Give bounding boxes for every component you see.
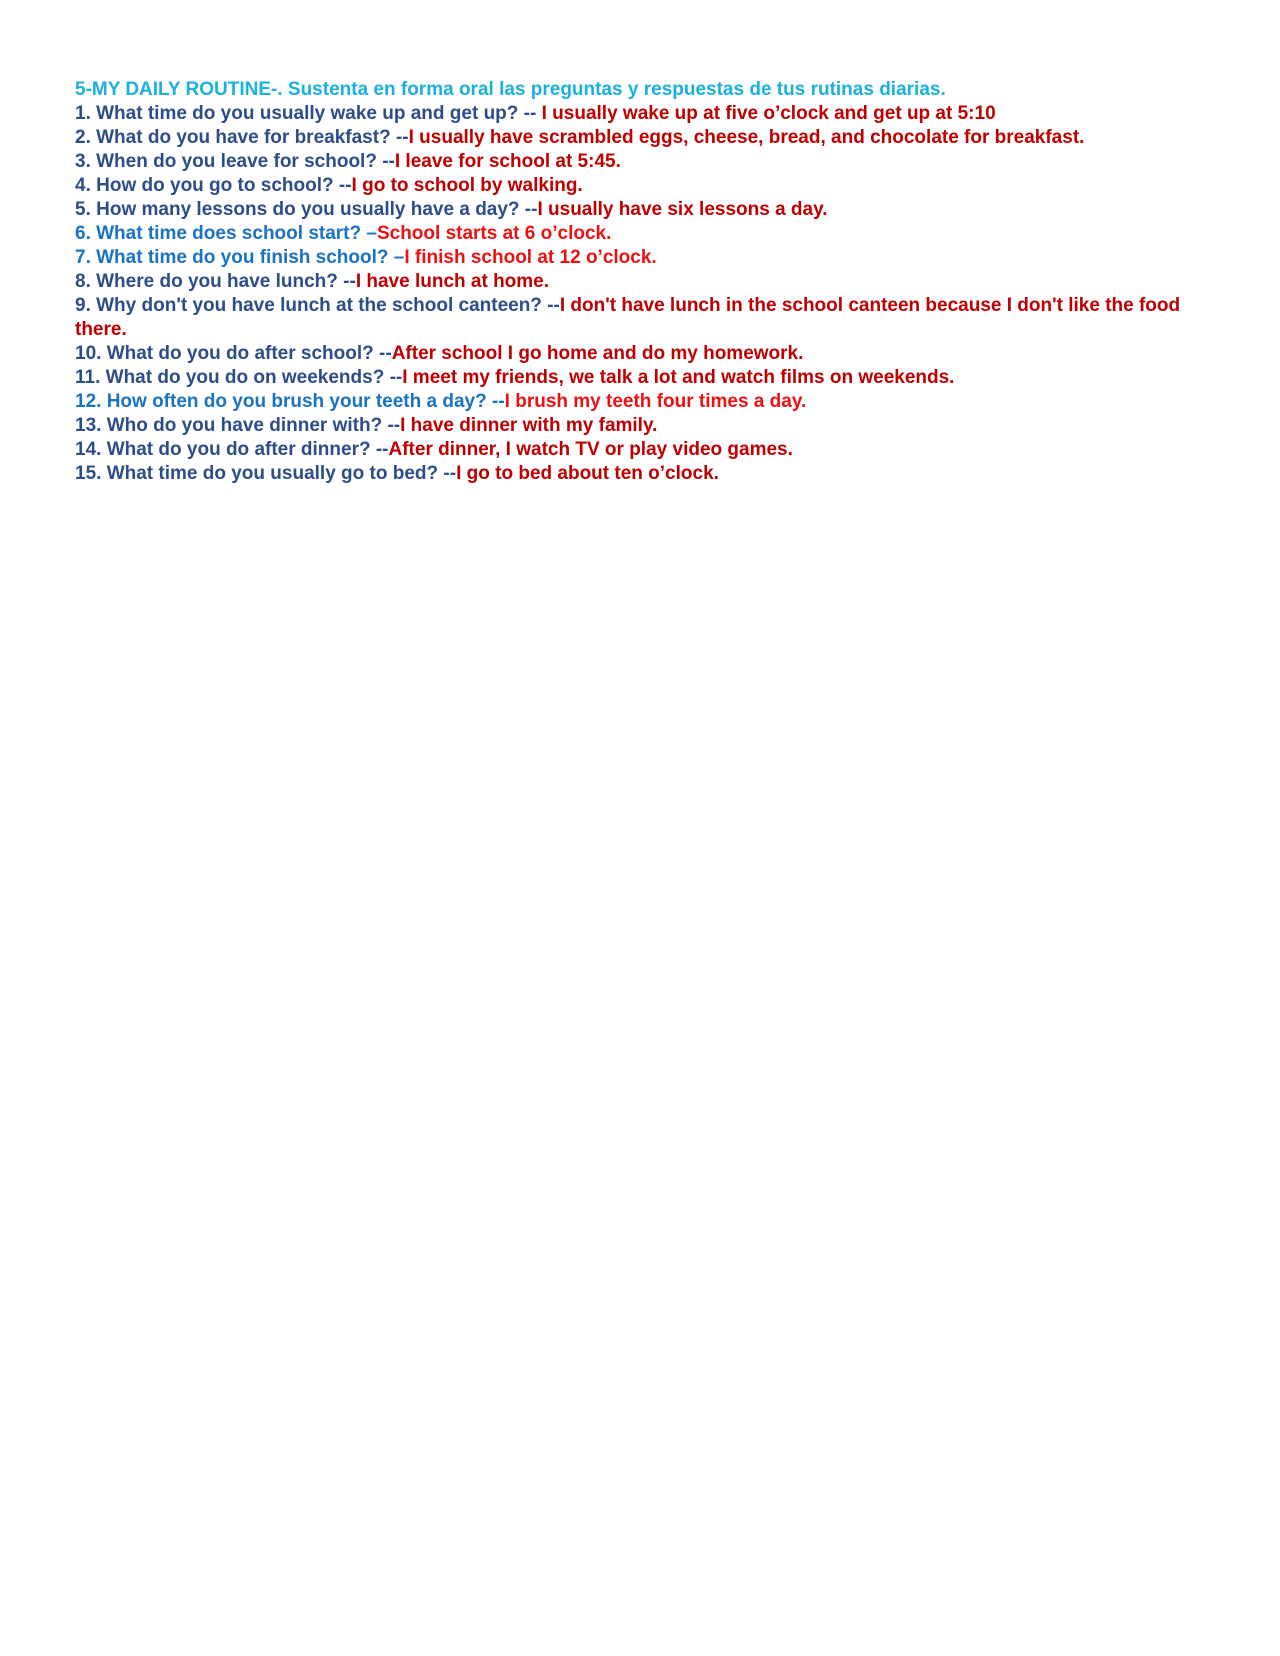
document-page <box>75 78 1215 486</box>
qa-line <box>75 150 1215 174</box>
qa-line <box>75 126 1215 150</box>
answer-text: I go to bed about ten o’clock. <box>456 463 719 484</box>
question-text: 5. How many lessons do you usually have a day? -- <box>75 199 538 220</box>
qa-line <box>75 462 1215 486</box>
qa-line <box>75 174 1215 198</box>
answer-text: I meet my friends, we talk a lot and watch films on weekends. <box>402 367 955 388</box>
question-text: 8. Where do you have lunch? -- <box>75 271 356 292</box>
qa-list <box>75 102 1215 486</box>
qa-line <box>75 294 1215 342</box>
question-text: 2. What do you have for breakfast? -- <box>75 127 409 148</box>
answer-text: I usually have scrambled eggs, cheese, bread, and chocolate for breakfast. <box>408 127 1085 148</box>
answer-text: I finish school at 12 o’clock. <box>404 247 657 268</box>
question-text: 7. What time do you finish school? – <box>75 247 405 268</box>
answer-text: I have lunch at home. <box>355 271 550 292</box>
qa-line <box>75 390 1215 414</box>
question-text: 1. What time do you usually wake up and get up? -- <box>75 103 542 124</box>
question-text: 10. What do you do after school? -- <box>75 343 392 364</box>
question-text: 12. How often do you brush your teeth a day? -- <box>75 391 505 412</box>
question-text: 6. What time does school start? – <box>75 223 377 244</box>
question-text: 4. How do you go to school? -- <box>75 175 352 196</box>
question-text: 13. Who do you have dinner with? -- <box>75 415 401 436</box>
answer-text: I go to school by walking. <box>351 175 583 196</box>
qa-line <box>75 366 1215 390</box>
answer-text: After dinner, I watch TV or play video games. <box>388 439 793 460</box>
answer-text: I leave for school at 5:45. <box>394 151 621 172</box>
answer-text: School starts at 6 o’clock. <box>376 223 612 244</box>
question-text: 15. What time do you usually go to bed? -- <box>75 463 457 484</box>
qa-line <box>75 342 1215 366</box>
question-text: 14. What do you do after dinner? -- <box>75 439 389 460</box>
qa-line <box>75 414 1215 438</box>
answer-text: I usually have six lessons a day. <box>537 199 828 220</box>
answer-text: After school I go home and do my homework. <box>391 343 804 364</box>
answer-text: I brush my teeth four times a day. <box>504 391 807 412</box>
question-text: 9. Why don't you have lunch at the school canteen? -- <box>75 295 560 316</box>
answer-text: I have dinner with my family. <box>400 415 658 436</box>
qa-line <box>75 438 1215 462</box>
qa-line <box>75 198 1215 222</box>
qa-line <box>75 222 1215 246</box>
qa-line <box>75 270 1215 294</box>
answer-text: I usually wake up at five o’clock and get up at 5:10 <box>541 103 996 124</box>
page-title: 5-MY DAILY ROUTINE-. Sustenta en forma oral las preguntas y respuestas de tus rutinas diarias. <box>75 79 946 100</box>
answer-text: I don't have lunch in the school canteen because I don't like the food there. <box>75 295 1181 340</box>
question-text: 3. When do you leave for school? -- <box>75 151 395 172</box>
question-text: 11. What do you do on weekends? -- <box>75 367 403 388</box>
qa-line <box>75 246 1215 270</box>
qa-line <box>75 102 1215 126</box>
